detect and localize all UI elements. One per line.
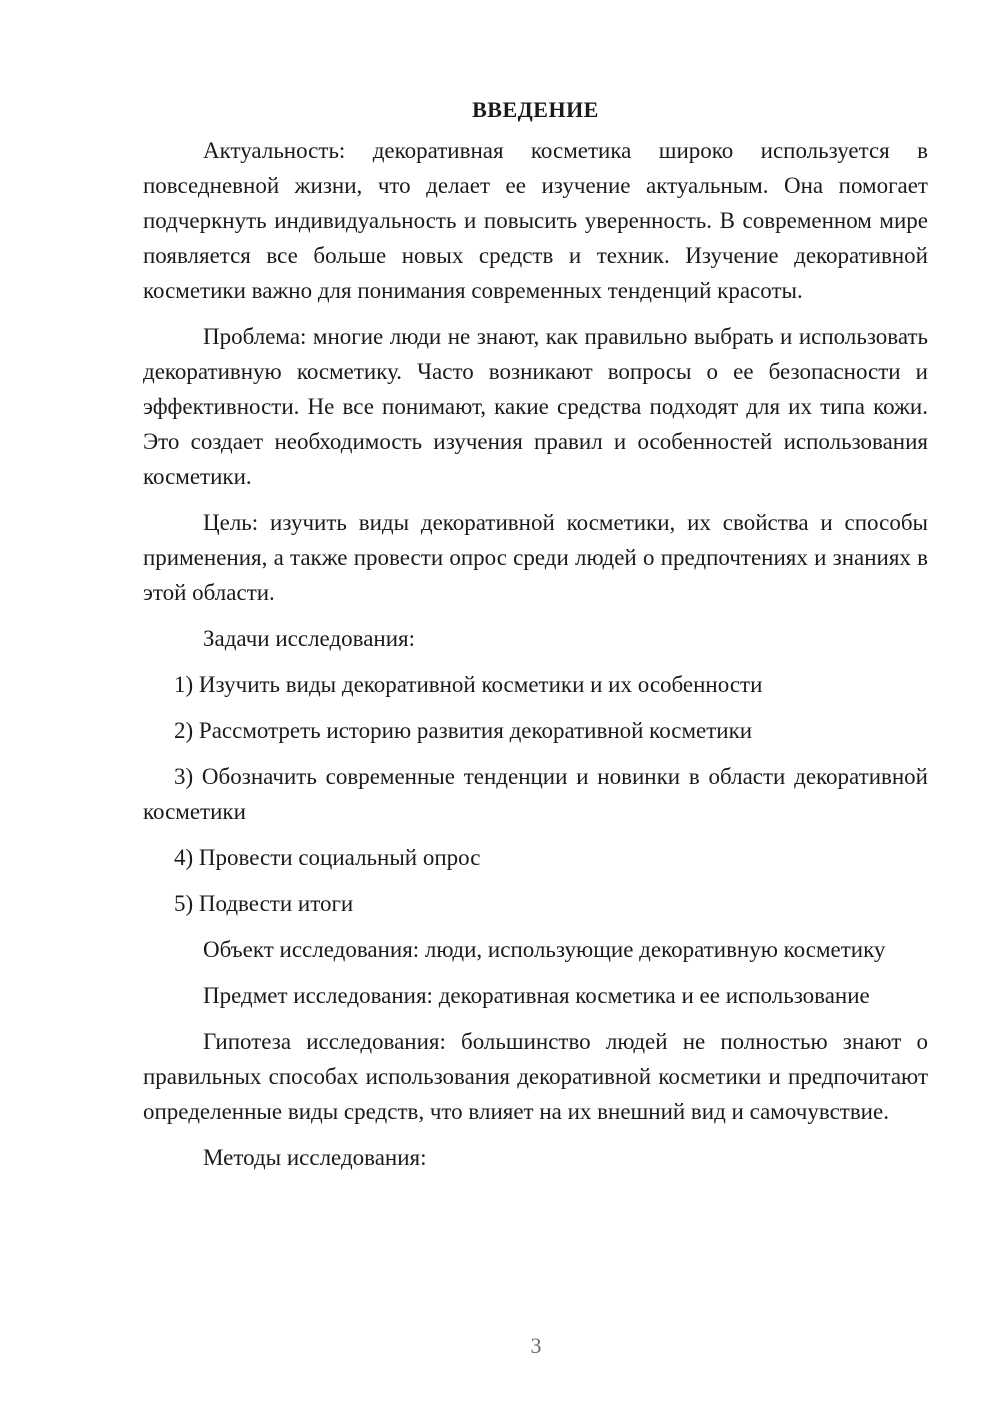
page-number: 3 bbox=[530, 1333, 542, 1358]
task-item-2: 2) Рассмотреть историю развития декоративной косметики bbox=[174, 718, 753, 743]
subject-paragraph: Предмет исследования: декоративная косметика и ее использование bbox=[203, 983, 870, 1008]
tasks-heading: Задачи исследования: bbox=[203, 626, 416, 651]
task-item-3: 3) Обозначить современные тенденции и новинки в области декоративной косметики bbox=[143, 764, 928, 824]
task-item-4: 4) Провести социальный опрос bbox=[174, 845, 481, 870]
hypothesis-paragraph: Гипотеза исследования: большинство людей не полностью знают о правильных способах использования декоративной косметики и предпочитают определенные виды средств, что влияет на их внешний вид и самочувствие. bbox=[143, 1029, 928, 1124]
task-item-5: 5) Подвести итоги bbox=[174, 891, 354, 916]
relevance-paragraph: Актуальность: декоративная косметика широко используется в повседневной жизни, что делает ее изучение актуальным. Она помогает подчеркнуть индивидуальность и повысить уверенность. В современном мире появляется все больше новых средств и техник. Изучение декоративной косметики важно для понимания современных тенденций красоты. bbox=[143, 138, 928, 303]
methods-heading: Методы исследования: bbox=[203, 1145, 427, 1170]
document-page bbox=[143, 92, 928, 1186]
problem-paragraph: Проблема: многие люди не знают, как правильно выбрать и использовать декоративную косметику. Часто возникают вопросы о ее безопасности и эффективности. Не все понимают, какие средства подходят для их типа кожи. Это создает необходимость изучения правил и особенностей использования косметики. bbox=[143, 324, 928, 489]
section-title: ВВЕДЕНИЕ bbox=[472, 97, 599, 122]
task-item-1: 1) Изучить виды декоративной косметики и их особенности bbox=[174, 672, 763, 697]
goal-paragraph: Цель: изучить виды декоративной косметики, их свойства и способы применения, а также провести опрос среди людей о предпочтениях и знаниях в этой области. bbox=[143, 510, 928, 605]
object-paragraph: Объект исследования: люди, использующие декоративную косметику bbox=[203, 937, 886, 962]
